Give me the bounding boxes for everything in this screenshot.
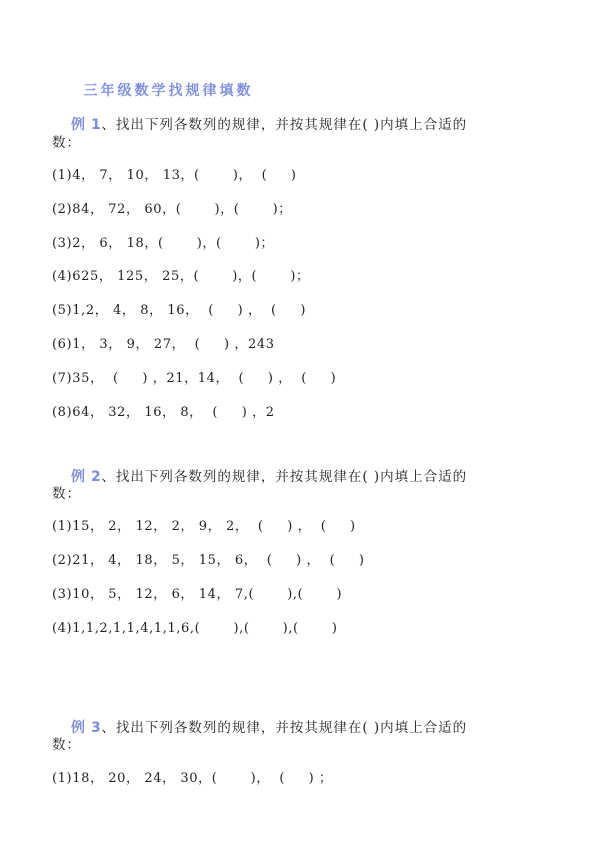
example-3-heading — [52, 701, 467, 756]
example-1-instruction: 、找出下列各数列的规律，并按其规律在( )内填上合适的 — [101, 117, 468, 133]
example-1-instruction-cont: 数： — [52, 135, 81, 151]
example-1-problem-4: (4)625， 125， 25，( )，( )； — [52, 269, 310, 284]
example-3-instruction-cont: 数： — [52, 737, 81, 753]
example-2-instruction: 、找出下列各数列的规律，并按其规律在( )内填上合适的 — [101, 469, 468, 485]
example-2-instruction-cont: 数： — [52, 486, 81, 502]
example-3-instruction: 、找出下列各数列的规律，并按其规律在( )内填上合适的 — [101, 720, 468, 736]
example-1-problem-5: (5)1,2， 4， 8， 16， ( ) ， ( ) — [52, 303, 307, 318]
example-2-problem-3: (3)10， 5， 12， 6， 14， 7,( ),( ) — [52, 587, 343, 602]
example-2-label: 例 2 — [70, 469, 102, 485]
example-1-problem-7: (7)35， ( ) ，21，14， ( ) ， ( ) — [52, 371, 337, 386]
example-1-problem-1: (1)4， 7， 10， 13，( )， ( ) — [52, 168, 297, 183]
example-1-problem-6: (6)1， 3， 9， 27， ( ) ，243 — [52, 337, 275, 352]
example-2-heading — [52, 450, 467, 505]
example-1-problem-8: (8)64， 32， 16， 8， ( ) ，2 — [52, 405, 275, 420]
example-2-problem-1: (1)15， 2， 12， 2， 9， 2， ( ) ， ( ) — [52, 519, 356, 534]
example-1-label: 例 1 — [70, 117, 102, 133]
example-2-problem-4: (4)1,1,2,1,1,4,1,1,6,( ),( ),( ) — [52, 621, 338, 636]
example-1-problem-2: (2)84， 72， 60，( )，( )； — [52, 202, 292, 217]
example-2-problem-2: (2)21， 4， 18， 5， 15， 6， ( ) ， ( ) — [52, 553, 365, 568]
example-3-label: 例 3 — [70, 720, 102, 736]
example-1-heading — [52, 98, 467, 153]
example-3-problem-1: (1)18， 20， 24， 30，( )， ( ) ； — [52, 771, 333, 786]
example-1-problem-3: (3)2， 6， 18，( )，( )； — [52, 236, 275, 251]
page-title-text: 三年级数学找规律填数 — [83, 83, 254, 99]
